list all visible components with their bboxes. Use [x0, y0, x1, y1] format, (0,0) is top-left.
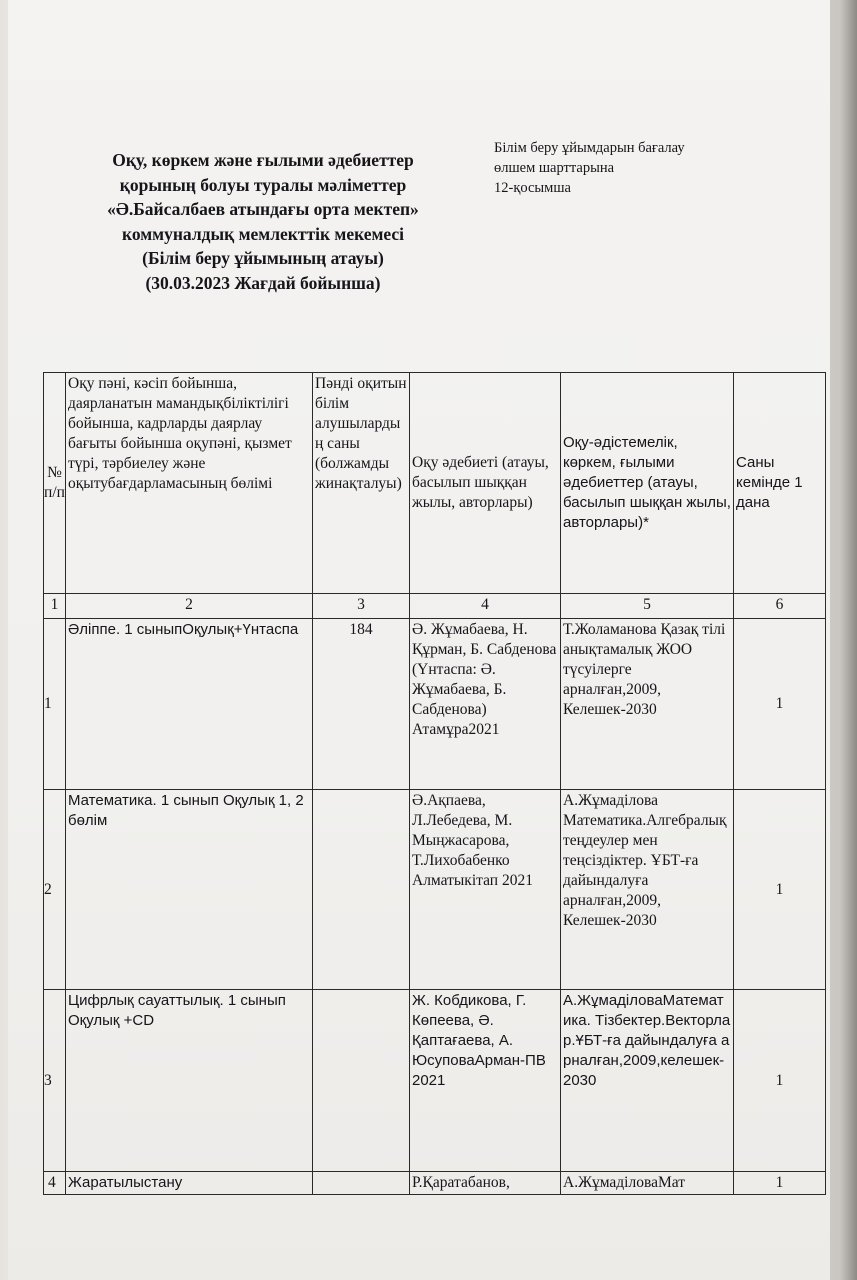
row-quantity: 1 [734, 990, 826, 1172]
row-quantity: 1 [734, 619, 826, 790]
title-line: қорының болуы туралы мәліметтер [119, 174, 407, 195]
row-students [313, 790, 410, 990]
table-row [44, 790, 826, 990]
row-methodical: Т.Жоламанова Қазақ тілі анықтамалық ЖОО түсуілерге арналған,2009, Келешек-2030 [561, 619, 734, 790]
row-textbook: Ә. Жұмабаева, Н. Құрман, Б. Сабденова (Үнтаспа: Ә. Жұмабаева, Б. Сабденова) Атамұра2021 [410, 619, 561, 790]
column-number: 3 [313, 594, 410, 619]
table-row [44, 990, 826, 1172]
row-number: 3 [44, 990, 66, 1172]
row-number: 1 [44, 619, 66, 790]
appendix-line: Білім беру ұйымдарын бағалау [494, 140, 685, 156]
table-row [44, 1172, 826, 1195]
row-quantity: 1 [734, 1172, 826, 1195]
header-number: № п/п [44, 373, 66, 594]
header-methodical: Оқу-әдістемелік, көркем, ғылыми әдебиеттер (атауы, басылып шыққан жылы, авторлары)* [561, 373, 734, 594]
appendix-line: 12-қосымша [494, 180, 571, 196]
column-number-row [44, 594, 826, 619]
table-header-row [44, 373, 826, 594]
row-methodical: А.ЖұмаділоваМатематика. Тізбектер.Векторлар.ҰБТ-ға дайындалуға арналған,2009,келешек-2030 [561, 990, 734, 1172]
column-number: 4 [410, 594, 561, 619]
column-number: 2 [66, 594, 313, 619]
title-line: коммуналдық мемлекттік мекемесі [121, 223, 405, 244]
header-quantity: Саны кемінде 1 дана [734, 373, 826, 594]
document-title [48, 148, 478, 295]
column-number: 1 [44, 594, 66, 619]
row-number: 4 [44, 1172, 66, 1195]
column-number: 6 [734, 594, 826, 619]
column-number: 5 [561, 594, 734, 619]
row-students [313, 990, 410, 1172]
appendix-line: өлшем шарттарына [494, 160, 615, 176]
row-number: 2 [44, 790, 66, 990]
row-textbook: Ж. Кобдикова, Г. Көпеева, Ә. Қаптағаева, А. ЮсуповаАрман-ПВ 2021 [410, 990, 561, 1172]
header-textbook: Оқу әдебиеті (атауы, басылып шыққан жылы, авторлары) [410, 373, 561, 594]
row-textbook: Р.Қаратабанов, [410, 1172, 561, 1195]
row-textbook: Ә.Ақпаева, Л.Лебедева, М. Мыңжасарова, Т.Лихобабенко Алматыкітап 2021 [410, 790, 561, 990]
row-methodical: А.Жұмаділова Математика.Алгебралық теңдеулер мен теңсіздіктер. ҰБТ-ға дайындалуға арналған,2009, Келешек-2030 [561, 790, 734, 990]
header-subject: Оқу пәні, кәсіп бойынша, даярланатын мамандықбіліктілігі бойынша, кадрларды даярлау бағыты бойынша оқупәні, қызмет түрі, тәрбиелеу және оқытубағдарламасының бөлімі [66, 373, 313, 594]
header-students: Пәнді оқитын білім алушылардың саны (болжамды жинақталуы) [313, 373, 410, 594]
title-line: (30.03.2023 Жағдай бойынша) [145, 272, 381, 293]
row-subject: Математика. 1 сынып Оқулық 1, 2 бөлім [66, 790, 313, 990]
appendix-note [494, 138, 794, 198]
table-row [44, 619, 826, 790]
row-subject: Цифрлық сауаттылық. 1 сынып Оқулық +CD [66, 990, 313, 1172]
row-students [313, 1172, 410, 1195]
row-subject: Әліппе. 1 сыныпОқулық+Үнтаспа [66, 619, 313, 790]
row-methodical: А.ЖұмаділоваМат [561, 1172, 734, 1195]
row-quantity: 1 [734, 790, 826, 990]
title-line: Оқу, көркем және ғылыми әдебиеттер [112, 150, 414, 170]
title-line: «Ә.Байсалбаев атындағы орта мектеп» [107, 199, 419, 219]
row-subject: Жаратылыстану [66, 1172, 313, 1195]
row-students: 184 [313, 619, 410, 790]
title-line: (Білім беру ұйымының атауы) [142, 248, 384, 268]
literature-table [43, 372, 826, 1195]
